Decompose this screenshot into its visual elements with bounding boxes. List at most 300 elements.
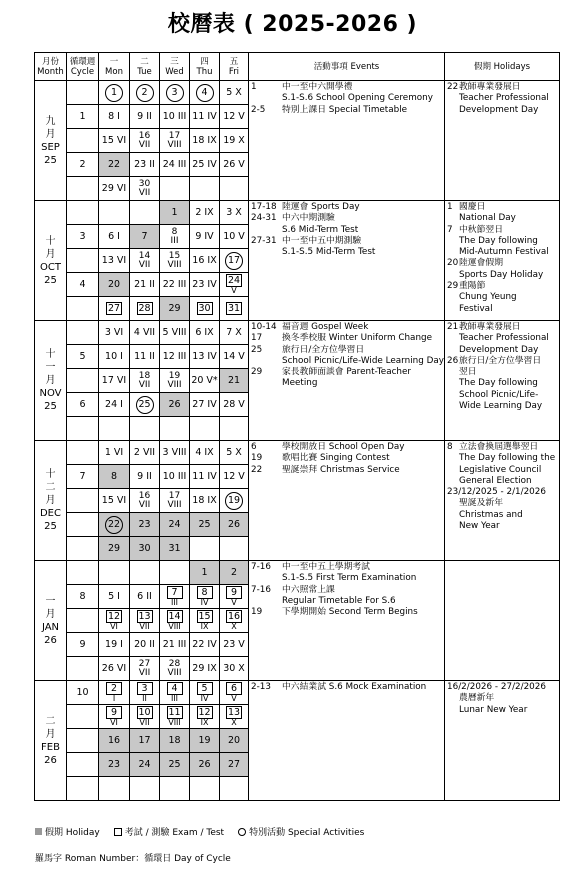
day-cell	[160, 441, 190, 465]
day-cell	[220, 489, 249, 513]
cycle-cell	[67, 489, 99, 513]
day-number: 18 IX	[192, 134, 217, 146]
day-cell	[130, 273, 160, 297]
holiday-date: 1	[447, 202, 453, 212]
cycle-cell	[67, 177, 99, 201]
exam-day	[167, 706, 183, 727]
month-label: 一 月 JAN 26	[41, 595, 60, 646]
day-cell	[160, 321, 190, 345]
events-cell	[249, 441, 445, 561]
holiday-text: 翌日	[459, 367, 477, 378]
event-date: 17	[251, 333, 263, 344]
holiday-date: 22	[447, 82, 459, 92]
exam-day: 31	[227, 303, 241, 314]
holiday-text: 旅行日/全方位學習日	[459, 355, 542, 366]
holiday-date	[447, 693, 459, 704]
cycle-day-roman: VIII	[168, 622, 181, 631]
month-label: 九 月 SEP 25	[41, 115, 60, 166]
day-cell	[99, 129, 130, 153]
day-cell	[160, 153, 190, 177]
holiday-line	[447, 705, 557, 716]
day-cell	[220, 297, 249, 321]
day-cell	[220, 537, 249, 561]
day-number: 31	[168, 542, 181, 554]
day-number: 23	[107, 758, 121, 770]
holiday-text: Development Day	[459, 344, 539, 355]
day-number: 10 I	[105, 350, 123, 362]
holiday-text: Sports Day Holiday	[459, 269, 544, 280]
calendar-week-row	[35, 441, 560, 465]
day-cell	[190, 633, 220, 657]
day-number: 10 III	[162, 470, 187, 482]
event-date: 1	[251, 82, 257, 92]
day-cell	[130, 105, 160, 129]
exam-day: 27	[107, 303, 121, 314]
day-cell	[220, 465, 249, 489]
day-cell	[160, 297, 190, 321]
holiday-text: School Picnic/Life-	[459, 389, 539, 400]
day-number: 3 VI	[104, 326, 124, 338]
holiday-date: 26	[447, 355, 459, 366]
day-number: 29 VI	[101, 182, 127, 194]
day-number: 7 X	[226, 326, 242, 338]
holiday-text: The Day following the	[459, 453, 556, 464]
day-number: 17 VIII	[167, 490, 182, 510]
holiday-line	[447, 202, 557, 213]
events-cell	[249, 81, 445, 201]
day-cell	[130, 393, 160, 417]
day-number: 21 III	[162, 638, 187, 650]
day-number: 5 X	[226, 86, 242, 98]
day-cell	[99, 441, 130, 465]
day-number: 12 III	[162, 350, 187, 362]
header-day-label: 四 Thu	[196, 56, 213, 77]
day-cell	[190, 705, 220, 729]
cycle-cell	[67, 561, 99, 585]
day-number: 11 II	[134, 350, 155, 362]
day-number: 25 IV	[192, 158, 217, 170]
holiday-text: 國慶日	[459, 202, 486, 212]
holiday-line	[447, 367, 557, 378]
event-line	[251, 322, 442, 333]
events-cell	[249, 321, 445, 441]
day-cell	[190, 729, 220, 753]
holidays-cell	[445, 321, 560, 441]
day-number: 17 VI	[101, 374, 127, 386]
holiday-text: Wide Learning Day	[459, 401, 543, 412]
event-text: 中六中期測驗	[282, 213, 335, 224]
day-cell	[130, 609, 160, 633]
cycle-cell: 4	[67, 273, 99, 297]
holiday-date	[447, 498, 459, 509]
cycle-day-roman: V	[231, 286, 237, 295]
exam-day	[226, 586, 242, 607]
day-number: 11 IV	[192, 470, 217, 482]
day-number: 9 IV	[195, 230, 214, 242]
day-cell	[160, 201, 190, 225]
day-cell	[130, 489, 160, 513]
event-line	[251, 453, 442, 464]
day-cell	[190, 441, 220, 465]
day-number: 15 VI	[101, 494, 127, 506]
day-cell	[190, 681, 220, 705]
holiday-line	[447, 213, 557, 224]
cycle-day-roman: VI	[110, 622, 118, 631]
holiday-line	[447, 453, 557, 464]
event-text: Regular Timetable For S.6	[282, 595, 396, 606]
day-number: 12 V	[223, 470, 245, 482]
header-events-label: 活動事項 Events	[313, 61, 380, 72]
month-cell	[35, 81, 67, 201]
holiday-date	[447, 390, 459, 401]
holiday-text: 陸運會假期	[459, 258, 503, 269]
exam-day	[197, 586, 213, 607]
day-cell	[99, 321, 130, 345]
day-cell	[99, 585, 130, 609]
day-cell	[130, 513, 160, 537]
cycle-cell: 8	[67, 585, 99, 609]
holiday-text: 中秋節翌日	[459, 224, 503, 235]
header-row	[35, 53, 560, 81]
day-cell	[160, 729, 190, 753]
calendar-body	[35, 81, 560, 801]
day-cell	[220, 633, 249, 657]
event-line	[251, 345, 442, 356]
exam-day-number: 13	[138, 611, 151, 622]
day-cell	[190, 777, 220, 801]
exam-day-number: 14	[168, 611, 181, 622]
exam-day	[137, 706, 153, 727]
event-text: 聖誕崇拜 Christmas Service	[282, 464, 400, 475]
exam-day-number: 7	[167, 586, 183, 599]
day-number: 24	[138, 758, 151, 770]
day-number: 13 IV	[192, 350, 217, 362]
day-cell	[130, 345, 160, 369]
cycle-cell	[67, 321, 99, 345]
event-line	[251, 562, 442, 573]
event-date	[251, 356, 282, 367]
day-cell	[220, 561, 249, 585]
holiday-text: 教師專業發展日	[459, 82, 521, 92]
holiday-date	[447, 510, 459, 521]
day-cell	[130, 225, 160, 249]
holiday-line	[447, 442, 557, 453]
exam-day: 28	[138, 303, 151, 314]
circle-icon	[238, 828, 246, 836]
day-cell	[160, 633, 190, 657]
day-cell	[190, 129, 220, 153]
day-cell	[220, 441, 249, 465]
day-cell	[160, 705, 190, 729]
holiday-line	[447, 281, 557, 292]
day-number: 26 V	[223, 158, 245, 170]
day-number: 6 IX	[195, 326, 214, 338]
holiday-text: Festival	[459, 303, 493, 314]
day-number: 4 VII	[133, 326, 156, 338]
day-cell	[99, 609, 130, 633]
day-cell	[220, 345, 249, 369]
holiday-text: Lunar New Year	[459, 704, 528, 715]
month-label: 十 一 月 NOV 25	[39, 349, 62, 412]
day-cell	[190, 273, 220, 297]
day-number: 8 I	[108, 110, 120, 122]
cycle-cell	[67, 777, 99, 801]
cycle-cell	[67, 441, 99, 465]
day-cell	[130, 753, 160, 777]
day-cell	[130, 777, 160, 801]
event-text: 陸運會 Sports Day	[282, 202, 360, 212]
calendar-table	[34, 52, 560, 801]
day-number: 18	[168, 734, 181, 746]
event-text: S.1-S.5 First Term Examination	[282, 573, 417, 584]
event-text: 中一至中五中期測驗	[282, 235, 362, 246]
day-cell	[160, 273, 190, 297]
event-date: 2-5	[251, 104, 266, 115]
day-cell	[99, 513, 130, 537]
day-cell	[190, 561, 220, 585]
cycle-cell: 3	[67, 225, 99, 249]
month-label: 十 二 月 DEC 25	[39, 469, 61, 532]
event-date: 7-16	[251, 562, 271, 572]
holiday-line	[447, 498, 557, 509]
cycle-day-roman: IV	[200, 598, 209, 607]
special-activity-day: 25	[136, 396, 154, 414]
legend-exam	[114, 825, 224, 838]
legend-holiday	[35, 825, 100, 838]
event-date	[251, 378, 282, 389]
day-cell	[130, 81, 160, 105]
day-number: 30	[138, 542, 151, 554]
day-number: 18 VII	[138, 370, 151, 390]
day-cell	[220, 681, 249, 705]
cycle-cell	[67, 369, 99, 393]
day-cell	[190, 297, 220, 321]
day-number: 26	[227, 518, 241, 530]
event-date: 6	[251, 442, 257, 452]
day-number: 5 I	[108, 590, 120, 602]
day-cell	[130, 297, 160, 321]
day-cell	[190, 249, 220, 273]
event-text: 旅行日/全方位學習日	[282, 344, 365, 355]
holiday-date	[447, 247, 459, 258]
exam-day	[226, 682, 242, 703]
holiday-text: 聖誕及新年	[459, 498, 503, 509]
event-date: 25	[251, 344, 263, 355]
exam-day-number: 11	[168, 707, 181, 718]
day-cell	[130, 177, 160, 201]
day-number: 16 IX	[192, 254, 217, 266]
day-cell	[99, 225, 130, 249]
day-number: 8	[110, 470, 118, 482]
exam-day-number: 15	[198, 611, 211, 622]
event-text: Meeting	[282, 378, 318, 389]
square-icon	[114, 828, 122, 836]
holidays-cell	[445, 201, 560, 321]
day-cell	[160, 489, 190, 513]
day-number: 27 VII	[138, 658, 151, 678]
day-cell	[160, 417, 190, 441]
day-number: 17 VIII	[167, 130, 182, 150]
day-number: 21	[227, 374, 241, 386]
legend-exam-label: 考試 / 測驗 Exam / Test	[124, 828, 225, 838]
holiday-date	[447, 367, 459, 378]
cycle-cell: 1	[67, 105, 99, 129]
exam-day-number: 9	[106, 706, 122, 719]
day-cell	[130, 153, 160, 177]
day-number: 18 IX	[192, 494, 217, 506]
holiday-date	[447, 476, 459, 487]
event-line	[251, 367, 442, 378]
events-cell	[249, 201, 445, 321]
holiday-text: New Year	[459, 521, 500, 532]
exam-day-number: 2	[106, 682, 122, 695]
day-number: 27 IV	[192, 398, 217, 410]
event-line	[251, 682, 442, 693]
day-cell	[220, 753, 249, 777]
day-cell	[160, 753, 190, 777]
day-number: 5 VIII	[162, 326, 187, 338]
events-cell	[249, 561, 445, 681]
day-number: 5 X	[226, 446, 242, 458]
event-text: S.1-S.6 School Opening Ceremony	[282, 93, 433, 104]
holiday-text: Christmas and	[459, 509, 523, 520]
holiday-date	[447, 465, 459, 476]
event-line	[251, 607, 442, 618]
cycle-day-roman: III	[170, 598, 179, 607]
holiday-line	[447, 247, 557, 258]
holiday-line	[447, 105, 557, 116]
cycle-cell	[67, 417, 99, 441]
event-date: 10-14	[251, 322, 277, 332]
cycle-cell	[67, 729, 99, 753]
holiday-text: 重陽節	[459, 281, 486, 292]
event-date: 27-31	[251, 235, 277, 246]
day-cell	[220, 105, 249, 129]
cycle-cell	[67, 753, 99, 777]
day-cell	[220, 417, 249, 441]
day-number: 26	[198, 758, 211, 770]
holiday-date	[447, 378, 459, 389]
holidays-cell	[445, 561, 560, 681]
holiday-text: 立法會換屆選舉翌日	[459, 442, 539, 452]
cycle-day-roman: II	[142, 694, 147, 703]
holiday-line	[447, 521, 557, 532]
event-line	[251, 465, 442, 476]
day-cell	[160, 369, 190, 393]
day-cell	[220, 777, 249, 801]
event-text: School Picnic/Life-Wide Learning Day	[282, 355, 444, 366]
holiday-line	[447, 258, 557, 269]
day-cell	[160, 681, 190, 705]
day-number: 3 X	[226, 206, 242, 218]
day-number: 12 V	[223, 110, 245, 122]
day-cell	[160, 225, 190, 249]
exam-day	[167, 610, 183, 631]
header-cycle	[67, 53, 99, 81]
exam-day	[106, 682, 122, 703]
holiday-text: 農曆新年	[459, 693, 495, 704]
day-cell	[130, 321, 160, 345]
header-mon	[99, 53, 130, 81]
holiday-text: The Day following	[459, 378, 538, 389]
holiday-date	[447, 236, 459, 247]
header-tue	[130, 53, 160, 81]
day-number: 20 II	[134, 638, 155, 650]
day-cell	[190, 105, 220, 129]
cycle-cell	[67, 249, 99, 273]
day-number: 16 VII	[138, 490, 151, 510]
day-cell	[160, 537, 190, 561]
holiday-line	[447, 356, 557, 367]
day-number: 17	[138, 734, 151, 746]
event-date: 24-31	[251, 213, 277, 224]
cycle-cell: 5	[67, 345, 99, 369]
cycle-day-roman: IX	[200, 718, 209, 727]
holiday-text: Chung Yeung	[459, 292, 517, 303]
day-cell	[220, 321, 249, 345]
special-activity-day: 19	[225, 492, 243, 510]
day-cell	[190, 225, 220, 249]
day-number: 19 VIII	[167, 370, 182, 390]
month-cell	[35, 201, 67, 321]
cycle-cell: 2	[67, 153, 99, 177]
exam-day	[167, 682, 183, 703]
holiday-line	[447, 292, 557, 303]
holiday-text: 23/12/2025 - 2/1/2026	[447, 487, 546, 498]
calendar-week-row	[35, 81, 560, 105]
events-cell	[249, 681, 445, 801]
event-line	[251, 105, 442, 116]
event-line	[251, 573, 442, 584]
day-cell	[190, 537, 220, 561]
cycle-cell	[67, 81, 99, 105]
day-number: 29	[107, 542, 121, 554]
day-cell	[160, 465, 190, 489]
holiday-line	[447, 270, 557, 281]
holiday-line	[447, 401, 557, 412]
event-date: 7-16	[251, 584, 271, 595]
holiday-date	[447, 453, 459, 464]
day-number: 25	[168, 758, 181, 770]
event-date	[251, 596, 282, 607]
event-text: 歌唱比賽 Singing Contest	[282, 453, 390, 464]
day-cell	[220, 177, 249, 201]
calendar-week-row	[35, 321, 560, 345]
header-holidays-label: 假期 Holidays	[473, 61, 531, 72]
cycle-cell: 7	[67, 465, 99, 489]
event-text: S.6 Mid-Term Test	[282, 224, 359, 235]
holiday-date	[447, 705, 459, 716]
cycle-cell	[67, 537, 99, 561]
holiday-text: National Day	[459, 213, 516, 224]
day-number: 21 II	[134, 278, 155, 290]
cycle-cell	[67, 609, 99, 633]
day-cell	[130, 249, 160, 273]
cycle-cell	[67, 129, 99, 153]
holiday-line	[447, 390, 557, 401]
day-number: 14 VII	[138, 250, 151, 270]
cycle-day-roman: VIII	[168, 718, 181, 727]
cycle-day-roman: X	[231, 622, 237, 631]
day-cell	[99, 201, 130, 225]
day-cell	[99, 753, 130, 777]
day-cell	[190, 153, 220, 177]
cycle-cell: 10	[67, 681, 99, 705]
day-cell	[130, 417, 160, 441]
day-cell	[160, 777, 190, 801]
day-cell	[130, 369, 160, 393]
day-number: 9 II	[137, 110, 152, 122]
